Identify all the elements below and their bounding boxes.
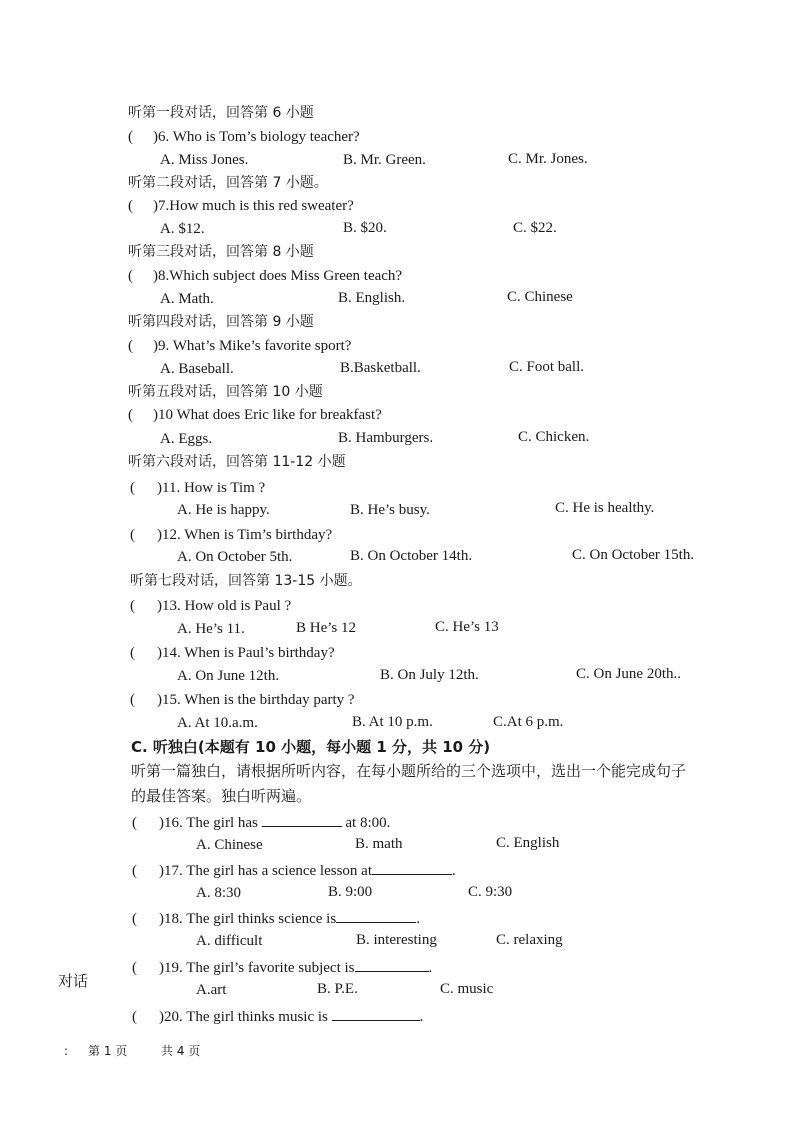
option-c: C. He’s 13 <box>435 619 499 635</box>
option-b: B. interesting <box>356 932 437 948</box>
option-b: B. Mr. Green. <box>343 152 426 168</box>
question-text: )12. When is Tim’s birthday? <box>157 527 333 543</box>
question-text-end: . <box>428 960 433 976</box>
option-a: A. Chinese <box>196 837 263 853</box>
question-12 <box>130 526 332 544</box>
section-heading: 听第六段对话，回答第 11-12 小题 <box>128 454 346 470</box>
option-a: A. Math. <box>160 291 214 307</box>
option-c: C.At 6 p.m. <box>493 714 564 730</box>
answer-paren: ( <box>132 815 137 831</box>
option-c: C. relaxing <box>496 932 563 948</box>
answer-paren: ( <box>130 645 135 661</box>
question-text: )14. When is Paul’s birthday? <box>157 645 335 661</box>
answer-paren: ( <box>132 911 137 927</box>
question-6 <box>128 128 360 146</box>
question-11 <box>130 479 265 497</box>
answer-paren: ( <box>128 407 133 423</box>
question-15 <box>130 691 355 709</box>
option-a: A. difficult <box>196 933 263 949</box>
option-a: A. He’s 11. <box>177 621 245 637</box>
question-text: )17. The girl has a science lesson at <box>159 863 372 879</box>
answer-paren: ( <box>128 198 133 214</box>
question-text-end: . <box>452 863 456 879</box>
margin-text: 对话 <box>58 972 89 990</box>
question-19 <box>132 957 432 977</box>
option-a: A. Eggs. <box>160 431 213 447</box>
question-20 <box>132 1006 423 1026</box>
question-17 <box>132 860 456 880</box>
option-b: B. 9:00 <box>328 884 373 900</box>
option-b: B He’s 12 <box>296 620 356 636</box>
question-16 <box>132 812 390 832</box>
option-c: C. 9:30 <box>468 884 513 900</box>
option-c: C. Chinese <box>507 289 573 305</box>
option-a: A. He is happy. <box>177 502 270 518</box>
question-text: )16. The girl has <box>159 815 262 831</box>
question-text: )19. The girl’s favorite subject is <box>159 960 355 976</box>
question-text: )9. What’s Mike’s favorite sport? <box>153 338 352 354</box>
option-a: A. At 10.a.m. <box>177 715 258 731</box>
question-text: )7.How much is this red sweater? <box>153 198 354 214</box>
option-b: B. math <box>355 836 403 852</box>
page-total: 共 4 页 <box>161 1044 201 1058</box>
section-heading: 听第五段对话，回答第 10 小题 <box>128 384 323 400</box>
section-heading: 听第一段对话，回答第 6 小题 <box>128 105 314 121</box>
option-b: B. English. <box>338 290 406 306</box>
answer-paren: ( <box>130 480 135 496</box>
question-text-end: at 8:00. <box>341 815 391 831</box>
question-text: )20. The girl thinks music is <box>159 1009 332 1025</box>
answer-paren: ( <box>128 129 133 145</box>
option-b: B.Basketball. <box>340 360 421 376</box>
question-text-end: . <box>416 911 420 927</box>
option-c: C. $22. <box>513 220 557 236</box>
answer-paren: ( <box>130 598 135 614</box>
option-c: C. music <box>440 981 494 997</box>
question-8 <box>128 267 402 285</box>
answer-paren: ( <box>128 268 133 284</box>
question-7 <box>128 197 354 215</box>
question-13 <box>130 597 291 615</box>
option-c: C. He is healthy. <box>555 500 655 516</box>
option-b: B. $20. <box>343 220 387 236</box>
option-a: A. Miss Jones. <box>160 152 249 168</box>
answer-paren: ( <box>128 338 133 354</box>
question-14 <box>130 644 335 662</box>
option-c: C. On June 20th.. <box>576 666 681 682</box>
question-text: )8.Which subject does Miss Green teach? <box>153 268 403 284</box>
option-a: A. On June 12th. <box>177 668 280 684</box>
answer-paren: ( <box>132 960 137 976</box>
option-a: A. Baseball. <box>160 361 234 377</box>
option-a: A.art <box>196 982 227 998</box>
fill-blank[interactable] <box>355 957 429 972</box>
fill-blank[interactable] <box>336 908 416 923</box>
option-b: B. At 10 p.m. <box>352 714 433 730</box>
option-c: C. Chicken. <box>518 429 590 445</box>
section-heading: 听第四段对话，回答第 9 小题 <box>128 314 314 330</box>
question-10 <box>128 406 382 424</box>
option-a: A. $12. <box>160 221 205 237</box>
question-18 <box>132 908 420 928</box>
part-c-heading: C. 听独白(本题有 10 小题，每小题 1 分，共 10 分) <box>131 738 491 756</box>
question-text-end: . <box>419 1009 424 1025</box>
section-heading: 听第七段对话，回答第 13-15 小题。 <box>130 573 362 589</box>
answer-paren: ( <box>130 527 135 543</box>
footer-mark: : <box>64 1044 69 1058</box>
option-b: B. He’s busy. <box>350 502 430 518</box>
option-c: C. On October 15th. <box>572 547 695 563</box>
page-number: 第 1 页 <box>88 1044 128 1058</box>
question-text: )11. How is Tim ? <box>157 480 266 496</box>
question-text: )15. When is the birthday party ? <box>157 692 355 708</box>
question-9 <box>128 337 351 355</box>
answer-paren: ( <box>132 863 137 879</box>
section-heading: 听第二段对话，回答第 7 小题。 <box>128 175 328 191</box>
option-c: C. English <box>496 835 560 851</box>
question-text: )10 What does Eric like for breakfast? <box>153 407 382 423</box>
answer-paren: ( <box>132 1009 137 1025</box>
question-text: )18. The girl thinks science is <box>159 911 337 927</box>
fill-blank[interactable] <box>262 812 342 827</box>
option-c: C. Foot ball. <box>509 359 585 375</box>
question-text: )6. Who is Tom’s biology teacher? <box>153 129 360 145</box>
option-c: C. Mr. Jones. <box>508 151 588 167</box>
option-a: A. On October 5th. <box>177 549 293 565</box>
option-a: A. 8:30 <box>196 885 241 901</box>
question-text: )13. How old is Paul ? <box>157 598 292 614</box>
fill-blank[interactable] <box>332 1006 420 1021</box>
option-b: B. On October 14th. <box>350 548 473 564</box>
fill-blank[interactable] <box>372 860 452 875</box>
section-heading: 听第三段对话，回答第 8 小题 <box>128 244 314 260</box>
instructions-line-1: 听第一篇独白，请根据所听内容，在每小题所给的三个选项中，选出一个能完成句子 <box>131 762 687 780</box>
answer-paren: ( <box>130 692 135 708</box>
instructions-line-2: 的最佳答案。独白听两遍。 <box>131 787 312 805</box>
option-b: B. P.E. <box>317 981 358 997</box>
option-b: B. Hamburgers. <box>338 430 434 446</box>
option-b: B. On July 12th. <box>380 667 479 683</box>
